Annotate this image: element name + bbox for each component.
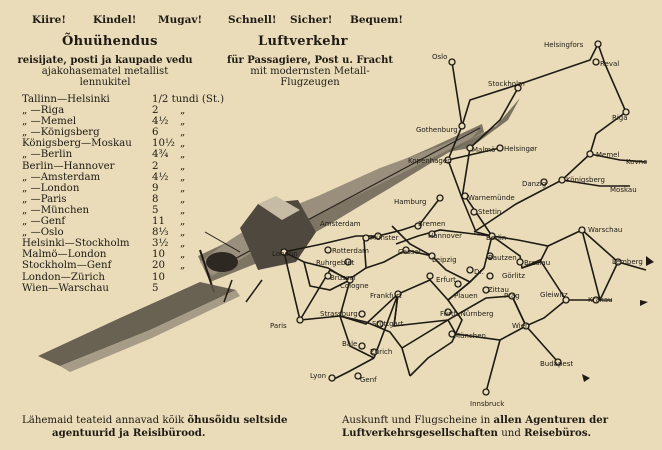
route-label: „ —Memel [22, 116, 77, 128]
city-label: Warnemünde [468, 194, 515, 202]
footer-right-mid: und [497, 428, 525, 439]
footer-left-bold: õhusõidu seltside [187, 414, 288, 426]
city-label: Reval [600, 60, 620, 68]
city-label: Zittau [488, 286, 509, 294]
route-label: Stockholm—Genf [22, 260, 112, 272]
slogan-2: Kindel! [93, 14, 137, 26]
city-label: Frankfurt [370, 292, 402, 300]
route-ditto: „ [180, 216, 186, 228]
route-hours: 2 [152, 160, 159, 172]
left-sub-line: ajakohasematel metallist [41, 66, 169, 77]
city-label: Dr. [474, 268, 484, 276]
city-label: Paris [270, 322, 287, 330]
route-ditto: „ [180, 138, 186, 150]
route-label: London—Zürich [22, 271, 105, 283]
route-ditto: „ [180, 182, 186, 194]
route-label: „ —Berlin [22, 149, 73, 161]
route-hours: 1/2 tundi (St.) [152, 94, 225, 105]
city-label: Cologne [340, 282, 369, 290]
right-sub-line: für Passagiere, Post u. Fracht [226, 55, 394, 66]
footer-left-text: Lähemaid teateid annavad kõik [22, 415, 188, 426]
city-label: Kovno [626, 158, 648, 166]
route-label: „ —Oslo [22, 227, 64, 239]
route-hours: 6 [152, 127, 159, 139]
route-label: „ —Amsterdam [22, 171, 101, 183]
route-hours: 10 [152, 271, 165, 283]
route-hours: 5 [152, 204, 159, 216]
city-labels [270, 41, 647, 408]
footer-left-line2: agentuurid ja Reisibürood. [52, 427, 206, 439]
city-label: Stuttgart [372, 320, 404, 328]
city-label: Amsterdam [320, 220, 361, 228]
left-title: Õhuühendus [62, 34, 158, 49]
city-label: Stockholm [488, 80, 525, 88]
city-label: Breslau [524, 259, 551, 267]
route-ditto: „ [180, 227, 186, 239]
city-label: Plauen [454, 292, 478, 300]
left-sub-line: reisijate, posti ja kaupade vedu [17, 55, 193, 66]
city-label: Wien [512, 322, 530, 330]
footer-estonian [22, 414, 287, 440]
city-label: Königsberg [566, 176, 605, 184]
city-label: Memel [596, 151, 620, 159]
route-hours: 9 [152, 182, 159, 194]
footer-right-text: Auskunft und Flugscheine in [342, 415, 494, 426]
city-label: Moskau [610, 186, 637, 194]
city-label: Rotterdam [332, 247, 369, 255]
route-hours: 3½ [152, 238, 169, 250]
city-label: Bautzen [488, 254, 517, 262]
route-label: Helsinki—Stockholm [22, 238, 130, 250]
route-hours: 11 [152, 216, 165, 228]
route-label: „ —München [22, 204, 90, 216]
city-label: Leipzig [432, 256, 457, 264]
route-ditto: „ [180, 193, 186, 205]
route-hours: 4½ [152, 171, 169, 183]
city-label: Berlin [486, 234, 507, 242]
slogan-4: Schnell! [228, 14, 277, 26]
slogan-5: Sicher! [290, 14, 333, 26]
city-label: Innsbruck [470, 400, 505, 408]
slogan-1: Kiire! [32, 14, 66, 26]
route-label: „ —Genf [22, 216, 66, 228]
city-label: Erfurt [436, 276, 456, 284]
route-label: „ —Paris [22, 193, 67, 205]
city-label: Malmö [472, 146, 496, 154]
right-sub-line: mit modernsten Metall- [250, 66, 370, 77]
city-label: Münster [370, 234, 399, 242]
route-hours: 5 [152, 282, 159, 294]
route-hours: 10 [152, 249, 165, 261]
city-label: Lemberg [612, 258, 643, 266]
city-label: Zürich [370, 348, 393, 356]
route-hours: 10½ [152, 138, 175, 150]
city-label: Kopenhagen [408, 157, 452, 165]
footer-right-end: Reisebüros. [524, 427, 592, 439]
city-label: Riga [612, 114, 628, 122]
route-hours: 2 [152, 105, 159, 117]
city-label: Gothenburg [416, 126, 458, 134]
route-ditto: „ [180, 238, 186, 250]
route-ditto: „ [180, 249, 186, 261]
city-label: Prag [504, 292, 520, 300]
city-label: München [454, 332, 486, 340]
slogan-3: Mugav! [158, 14, 203, 26]
city-label: Warschau [588, 226, 623, 234]
city-label: Bremen [418, 220, 446, 228]
route-label: Berlin—Hannover [22, 160, 115, 172]
city-label: Strassburg [320, 310, 358, 318]
city-label: Krakau [588, 296, 613, 304]
route-hours: 20 [152, 260, 165, 272]
route-label: Malmö—London [22, 249, 107, 261]
city-label: Helsingør [504, 145, 538, 153]
route-ditto: „ [180, 160, 186, 172]
route-ditto: „ [180, 204, 186, 216]
route-label: „ —Riga [22, 105, 65, 117]
footer-right-line2: Luftverkehrsgesellschaften [342, 427, 498, 439]
city-label: Genf [360, 376, 377, 384]
route-label: Königsberg—Moskau [22, 138, 132, 150]
city-label: Hannover [428, 232, 463, 240]
route-label: „ —Königsberg [22, 127, 100, 139]
route-ditto: „ [180, 171, 186, 183]
city-label: London [272, 250, 298, 258]
route-hours: 4¾ [152, 149, 169, 161]
route-ditto: „ [180, 260, 186, 272]
city-label: Gleiwitz [540, 291, 568, 299]
city-label: Oslo [432, 53, 448, 61]
route-ditto: „ [180, 127, 186, 139]
city-label: Fürth-Nürnberg [440, 310, 494, 318]
route-ditto: „ [180, 149, 186, 161]
city-label: Lyon [310, 372, 327, 380]
footer-german [342, 414, 608, 440]
right-title: Luftverkehr [258, 34, 348, 49]
city-label: Bâle [342, 340, 358, 348]
slogan-6: Bequem! [350, 14, 403, 26]
route-label: Tallinn—Helsinki [22, 94, 110, 105]
route-ditto: „ [180, 116, 186, 128]
city-label: Hamburg [394, 198, 427, 206]
city-label: Helsingfors [544, 41, 584, 49]
route-hours: 8⅓ [152, 227, 169, 239]
city-label: Cassel [398, 248, 421, 256]
city-label: Danzig [522, 180, 547, 188]
route-ditto: „ [180, 105, 186, 117]
footer-right-bold: allen Agenturen der [493, 414, 609, 426]
city-label: Görlitz [502, 272, 525, 280]
city-label: Budapest [540, 360, 574, 368]
route-hours: 4½ [152, 116, 169, 128]
route-label: Wien—Warschau [22, 282, 109, 294]
route-hours: 8 [152, 193, 159, 205]
city-label: Ruhrgebiet [316, 259, 355, 267]
left-sub-line: lennukitel [79, 77, 131, 88]
city-label: Brüssel [330, 274, 356, 282]
right-sub-line: Flugzeugen [280, 77, 340, 88]
city-label: Stettin [478, 208, 502, 216]
route-label: „ —London [22, 182, 80, 194]
